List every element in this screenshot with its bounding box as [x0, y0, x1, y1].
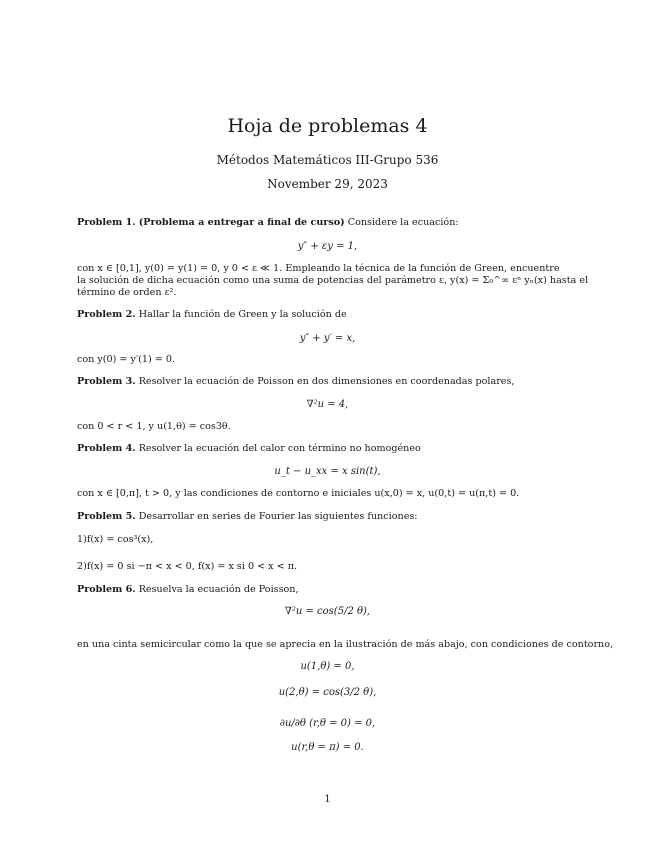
problem-6-label: Problem 6.: [77, 584, 136, 595]
page-date: November 29, 2023: [267, 177, 388, 191]
page-number: 1: [324, 794, 331, 805]
problem-6-condition-1: u(1,θ) = 0,: [300, 661, 355, 672]
problem-1-text-line-2: la solución de dicha ecuación como una suma de potencias del parámetro ε, y(x) = Σ₀^∞ εⁿ yₙ(x) hasta el: [77, 275, 589, 286]
problem-5-heading: [77, 511, 579, 524]
problem-6-condition-2: u(2,θ) = cos(3/2 θ),: [278, 687, 377, 698]
problem-5-item-1: 1)f(x) = cos³(x),: [77, 534, 154, 545]
problem-2-intro: Hallar la función de Green y la solución de: [138, 309, 347, 320]
problem-1-label: Problem 1.: [77, 217, 136, 228]
problem-6-after: en una cinta semicircular como la que se aprecia en la ilustración de más abajo, con condiciones de contorno,: [77, 639, 614, 650]
problem-4-heading: [77, 443, 579, 456]
problem-4-equation: u_t − u_xx = x sin(t),: [274, 466, 381, 477]
problem-5-label: Problem 5.: [77, 511, 136, 522]
problem-4-intro: Resolver la ecuación del calor con término no homogéneo: [138, 443, 421, 454]
problem-1-heading: [77, 217, 579, 230]
problem-5-intro: Desarrollar en series de Fourier las siguientes funciones:: [138, 511, 418, 522]
problem-6-heading: [77, 584, 579, 597]
problem-1-lead: (Problema a entregar a final de curso): [138, 217, 345, 228]
problem-4-after: con x ∈ [0,π], t > 0, y las condiciones de contorno e iniciales u(x,0) = x, u(0,t) = u(π,t) = 0.: [77, 488, 520, 499]
problem-1-text-line-3: término de orden ε².: [77, 287, 177, 298]
problem-2-heading: [77, 309, 579, 322]
problem-3-intro: Resolver la ecuación de Poisson en dos dimensiones en coordenadas polares,: [138, 376, 515, 387]
problem-4-label: Problem 4.: [77, 443, 136, 454]
problem-5-item-2: 2)f(x) = 0 si −π < x < 0, f(x) = x si 0 < x < π.: [77, 561, 298, 572]
problem-1-intro: Considere la ecuación:: [347, 217, 459, 228]
problem-6-condition-3: ∂u/∂θ (r,θ = 0) = 0,: [279, 718, 376, 729]
problem-6-intro: Resuelva la ecuación de Poisson,: [138, 584, 299, 595]
problem-3-label: Problem 3.: [77, 376, 136, 387]
problem-1-text-line-1: con x ∈ [0,1], y(0) = y(1) = 0, y 0 < ε ≪ 1. Empleando la técnica de la función de Green, encuentre: [77, 263, 560, 274]
problem-3-after: con 0 < r < 1, y u(1,θ) = cos3θ.: [77, 421, 231, 432]
problem-6-equation: ∇²u = cos(5/2 θ),: [284, 606, 371, 617]
problem-3-heading: [77, 376, 579, 389]
problem-3-equation: ∇²u = 4,: [306, 399, 349, 410]
problem-2-after: con y(0) = y′(1) = 0.: [77, 354, 176, 365]
problem-2-equation: y″ + y′ = x,: [299, 333, 356, 344]
problem-2-label: Problem 2.: [77, 309, 136, 320]
problem-6-condition-4: u(r,θ = π) = 0.: [291, 742, 364, 753]
problem-1-equation: y″ + εy = 1,: [297, 241, 358, 252]
page-title: Hoja de problemas 4: [227, 115, 428, 137]
page-subtitle: Métodos Matemáticos III-Grupo 536: [216, 153, 439, 167]
